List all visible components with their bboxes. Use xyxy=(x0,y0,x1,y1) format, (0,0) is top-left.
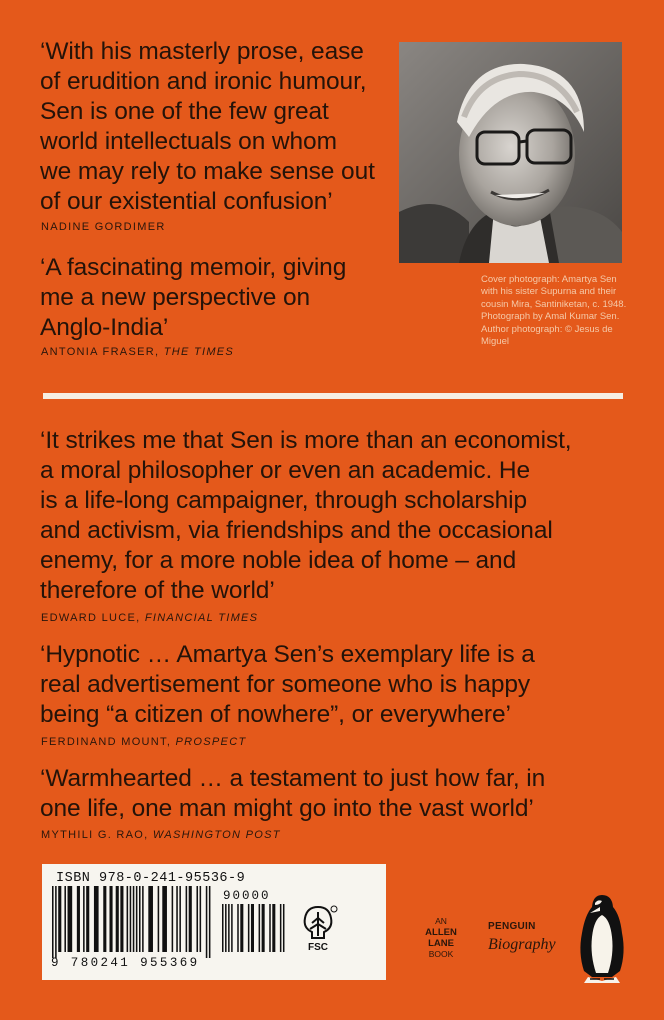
quote-attribution xyxy=(41,346,234,358)
allen-lane-imprint xyxy=(422,916,460,960)
publication-name: FINANCIAL TIMES xyxy=(144,612,259,624)
quote-rao xyxy=(40,764,545,824)
divider xyxy=(43,393,623,399)
barcode-bar xyxy=(225,904,227,952)
quote-line: Anglo-India’ xyxy=(40,314,169,341)
barcode-bar xyxy=(55,886,57,958)
quote-line: ‘With his masterly prose, ease xyxy=(40,38,364,65)
barcode-bar xyxy=(64,886,66,952)
barcode-bar xyxy=(237,904,239,952)
quote-line: ‘Hypnotic … Amartya Sen’s exemplary life is a xyxy=(40,641,535,668)
quote-line: enemy, for a more noble idea of home – and xyxy=(40,547,517,574)
barcode-bar xyxy=(186,886,188,952)
barcode-bar xyxy=(206,886,208,958)
barcode-bar xyxy=(109,886,112,952)
barcode-bar xyxy=(158,886,160,952)
barcode-addon-digits: 90000 xyxy=(223,889,271,903)
author-photo xyxy=(399,42,622,263)
barcode-bars xyxy=(52,886,212,958)
barcode-bar xyxy=(251,904,254,952)
quote-line: and activism, via friendships and the occasional xyxy=(40,517,553,544)
quote-line: ‘Warmhearted … a testament to just how far, in xyxy=(40,765,546,792)
barcode-bar xyxy=(127,886,129,952)
barcode-bar xyxy=(283,904,285,952)
quote-attribution xyxy=(41,612,258,624)
quote-attribution xyxy=(41,829,281,841)
series-name: Biography xyxy=(488,936,556,953)
quote-line: is a life-long campaigner, through scholarship xyxy=(40,487,528,514)
barcode-bar xyxy=(172,886,174,952)
quote-line: a moral philosopher or even an academic. He xyxy=(40,457,531,484)
barcode-bar xyxy=(231,904,233,952)
barcode-bar xyxy=(77,886,80,952)
quote-line: being “a citizen of nowhere”, or everywhere’ xyxy=(40,701,511,728)
barcode-bar xyxy=(162,886,167,952)
imprint-line: ALLEN xyxy=(425,927,457,938)
barcode-bar xyxy=(86,886,89,952)
quote-line: we may rely to make sense out xyxy=(40,158,375,185)
quote-line: ‘A fascinating memoir, giving xyxy=(40,254,347,281)
fsc-logo-icon xyxy=(298,904,338,952)
barcode-bar xyxy=(222,904,224,952)
quote-line: therefore of the world’ xyxy=(40,577,275,604)
quote-mount xyxy=(40,640,535,730)
barcode-bar xyxy=(196,886,198,952)
barcode-bar xyxy=(248,904,250,952)
author-name: FERDINAND MOUNT, xyxy=(41,736,176,748)
imprint-line: AN xyxy=(435,916,447,926)
quote-luce xyxy=(40,426,572,606)
quote-line: me a new perspective on xyxy=(40,284,311,311)
barcode-bar xyxy=(209,886,211,958)
barcode-bar xyxy=(58,886,61,952)
author-name: NADINE GORDIMER xyxy=(41,221,166,233)
quote-gordimer xyxy=(40,37,375,217)
barcode-bar xyxy=(68,886,73,952)
author-name: EDWARD LUCE, xyxy=(41,612,145,624)
publication-name: PROSPECT xyxy=(175,736,247,748)
barcode-digits: 9 780241 955369 xyxy=(51,956,200,970)
barcode-bar xyxy=(142,886,144,952)
barcode-addon-bars xyxy=(222,904,286,958)
barcode-bar xyxy=(133,886,135,952)
barcode-bar xyxy=(228,904,230,952)
isbn-label: ISBN 978-0-241-95536-9 xyxy=(56,871,246,886)
barcode-bar xyxy=(94,886,99,952)
publication-name: THE TIMES xyxy=(163,346,235,358)
quote-line: of erudition and ironic humour, xyxy=(40,68,367,95)
barcode-bar xyxy=(52,886,54,958)
barcode-bar xyxy=(179,886,181,952)
isbn-barcode xyxy=(42,864,386,980)
quote-attribution xyxy=(41,736,246,748)
publisher-name: PENGUIN xyxy=(488,921,536,932)
imprint-line: LANE xyxy=(428,938,454,949)
series-label xyxy=(488,918,556,954)
imprint-line: BOOK xyxy=(428,949,454,959)
barcode-bar xyxy=(272,904,275,952)
barcode-bar xyxy=(136,886,138,952)
quote-line: ‘It strikes me that Sen is more than an economist, xyxy=(40,427,572,454)
quote-fraser xyxy=(40,253,346,343)
penguin-logo-icon xyxy=(576,893,628,985)
barcode-bar xyxy=(148,886,153,952)
barcode-bar xyxy=(240,904,243,952)
barcode-bar xyxy=(200,886,202,952)
quote-attribution xyxy=(41,221,166,233)
barcode-bar xyxy=(120,886,123,952)
quote-line: of our existential confusion’ xyxy=(40,188,333,215)
quote-line: real advertisement for someone who is happy xyxy=(40,671,531,698)
barcode-bar xyxy=(103,886,106,952)
barcode-bar xyxy=(280,904,282,952)
barcode-bar xyxy=(139,886,141,952)
quote-line: world intellectuals on whom xyxy=(40,128,337,155)
photo-caption: Cover photograph: Amartya Sen with his sister Supurna and their cousin Mira, Santiniketan, c. 1948. Photograph by Amal Kumar Sen. Author photograph: © Jesus de Miguel xyxy=(481,274,627,348)
barcode-bar xyxy=(189,886,192,952)
barcode-bar xyxy=(130,886,132,952)
fsc-label: FSC xyxy=(308,942,328,952)
quote-line: Sen is one of the few great xyxy=(40,98,329,125)
publication-name: WASHINGTON POST xyxy=(152,829,281,841)
author-name: ANTONIA FRASER, xyxy=(41,346,164,358)
barcode-bar xyxy=(269,904,271,952)
barcode-bar xyxy=(262,904,265,952)
barcode-bar xyxy=(116,886,119,952)
barcode-bar xyxy=(83,886,85,952)
quote-line: one life, one man might go into the vast world’ xyxy=(40,795,534,822)
barcode-bar xyxy=(259,904,261,952)
author-name: MYTHILI G. RAO, xyxy=(41,829,153,841)
barcode-bar xyxy=(176,886,178,952)
